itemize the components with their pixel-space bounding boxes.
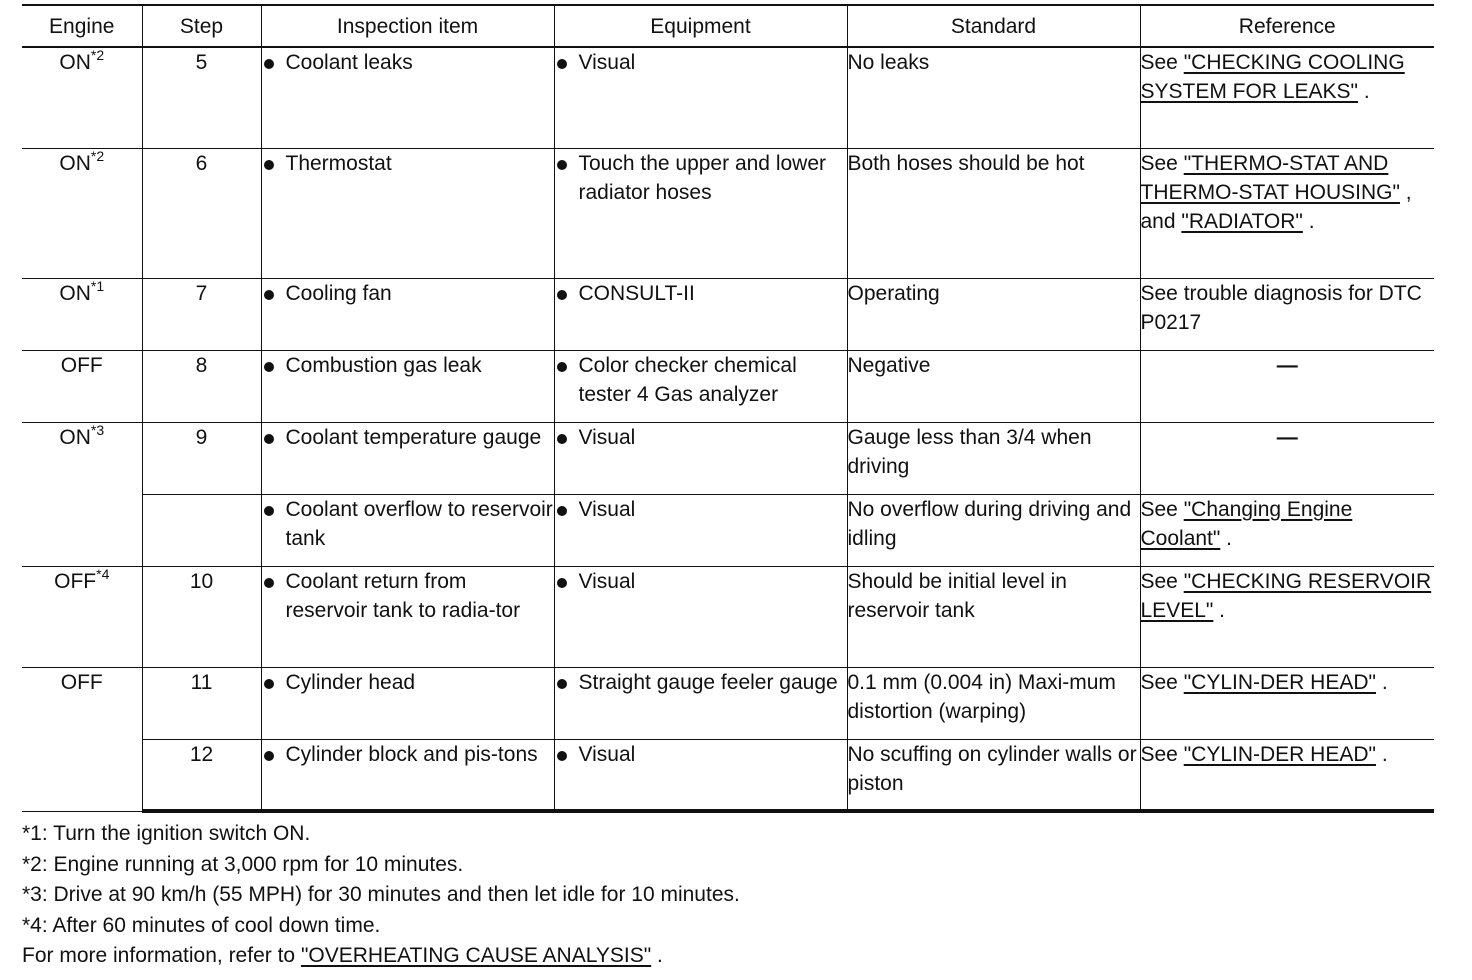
engine-note-ref: *2 [90, 47, 105, 63]
engine-cell [22, 148, 142, 278]
footnote-1: *1: Turn the ignition switch ON. [22, 822, 311, 845]
inspection-item-cell [261, 278, 554, 350]
inspection-item: Thermostat [262, 149, 554, 178]
inspection-item-cell [261, 422, 554, 494]
header-inspection-item: Inspection item [261, 5, 554, 47]
standard-cell: No scuffing on cylinder walls or piston [847, 739, 1140, 811]
equipment-cell [554, 566, 847, 667]
engine-cell [22, 350, 142, 422]
reference-cell [1140, 494, 1434, 566]
reference-cell [1140, 566, 1434, 667]
step-cell [142, 494, 261, 566]
standard-cell: Gauge less than 3/4 when driving [847, 422, 1140, 494]
equipment-item: Visual [555, 740, 847, 769]
inspection-item-cell [261, 566, 554, 667]
reference-cell: See trouble diagnosis for DTC P0217 [1140, 278, 1434, 350]
engine-cell [22, 47, 142, 148]
inspection-item: Coolant temperature gauge [262, 423, 554, 452]
equipment-cell [554, 278, 847, 350]
standard-cell: 0.1 mm (0.004 in) Maxi-mum distortion (warping) [847, 667, 1140, 739]
table-row [22, 667, 1434, 739]
reference-prefix: See [1140, 670, 1184, 694]
reference-dash: — [1140, 422, 1434, 494]
standard-cell: Operating [847, 278, 1140, 350]
inspection-table [22, 4, 1434, 813]
step-cell: 6 [142, 148, 261, 278]
header-step: Step [142, 5, 261, 47]
equipment-cell [554, 350, 847, 422]
standard-cell: Both hoses should be hot [847, 148, 1140, 278]
inspection-sheet [22, 4, 1434, 972]
engine-state: OFF [54, 569, 97, 593]
engine-state: OFF [60, 353, 103, 377]
equipment-item: Color checker chemical tester 4 Gas analyzer [555, 351, 847, 409]
reference-suffix: . [1358, 80, 1370, 103]
reference-link[interactable]: "CHECKING COOLING SYSTEM FOR LEAKS" [1140, 51, 1405, 103]
step-cell: 9 [142, 422, 261, 494]
inspection-item-cell [261, 350, 554, 422]
reference-prefix: See [1140, 569, 1184, 593]
table-row [22, 422, 1434, 494]
engine-note-ref: *1 [90, 277, 105, 294]
standard-cell: No overflow during driving and idling [847, 494, 1140, 566]
equipment-cell [554, 47, 847, 148]
reference-prefix: See [1140, 51, 1184, 74]
engine-cell [22, 667, 142, 811]
reference-link[interactable]: "CHECKING RESERVOIR LEVEL" [1140, 569, 1432, 622]
reference-mid: , and [1140, 180, 1412, 233]
more-info-suffix: . [651, 944, 663, 967]
equipment-item: CONSULT-II [555, 279, 847, 308]
footnote-2: *2: Engine running at 3,000 rpm for 10 minutes. [22, 852, 464, 876]
reference-cell [1140, 739, 1434, 811]
engine-note-ref: *2 [90, 147, 105, 164]
footnote-4: *4: After 60 minutes of cool down time. [22, 913, 381, 937]
table-row [22, 278, 1434, 350]
inspection-item: Coolant leaks [262, 48, 554, 77]
inspection-item-cell [261, 47, 554, 148]
step-cell: 5 [142, 47, 261, 148]
engine-state: ON [59, 51, 91, 74]
equipment-item: Visual [555, 567, 847, 596]
reference-prefix: See [1140, 497, 1184, 521]
reference-dash: — [1140, 350, 1434, 422]
standard-cell: Negative [847, 350, 1140, 422]
table-row [22, 739, 1434, 811]
reference-link[interactable]: "THERMO-STAT AND THERMO-STAT HOUSING" [1140, 151, 1400, 204]
reference-suffix: . [1213, 598, 1226, 622]
reference-link[interactable]: "Changing Engine Coolant" [1140, 497, 1353, 550]
inspection-item: Coolant return from reservoir tank to radia-tor [262, 567, 554, 625]
equipment-item: Straight gauge feeler gauge [555, 668, 847, 697]
reference-prefix: See [1140, 151, 1184, 175]
table-header-row [22, 5, 1434, 47]
header-standard: Standard [847, 5, 1140, 47]
table-row [22, 566, 1434, 667]
engine-state: OFF [60, 670, 103, 694]
engine-note-ref: *3 [90, 421, 105, 438]
equipment-cell [554, 739, 847, 811]
equipment-cell [554, 667, 847, 739]
footnote-3: *3: Drive at 90 km/h (55 MPH) for 30 minutes and then let idle for 10 minutes. [22, 883, 740, 906]
equipment-cell [554, 422, 847, 494]
step-cell: 7 [142, 278, 261, 350]
inspection-item-cell [261, 148, 554, 278]
footnotes [22, 819, 1434, 972]
reference-cell [1140, 667, 1434, 739]
engine-cell [22, 422, 142, 566]
reference-link-radiator[interactable]: "RADIATOR" [1181, 209, 1303, 233]
more-info-prefix: For more information, refer to [22, 944, 301, 967]
reference-suffix: . [1375, 742, 1388, 766]
inspection-item-cell [261, 739, 554, 811]
inspection-item: Cylinder head [262, 668, 554, 697]
reference-suffix: . [1302, 209, 1315, 233]
step-cell: 11 [142, 667, 261, 739]
table-row [22, 148, 1434, 278]
standard-cell: No leaks [847, 47, 1140, 148]
inspection-item-cell [261, 667, 554, 739]
header-reference: Reference [1140, 5, 1434, 47]
reference-link[interactable]: "CYLIN-DER HEAD" [1183, 742, 1376, 766]
reference-cell [1140, 47, 1434, 148]
reference-link[interactable]: "CYLIN-DER HEAD" [1183, 670, 1376, 694]
equipment-cell [554, 494, 847, 566]
engine-cell [22, 566, 142, 667]
table-row [22, 47, 1434, 148]
step-cell: 10 [142, 566, 261, 667]
engine-note-ref: *4 [96, 565, 110, 582]
step-cell: 8 [142, 350, 261, 422]
reference-suffix: . [1220, 526, 1233, 550]
overheating-analysis-link[interactable]: "OVERHEATING CAUSE ANALYSIS" [300, 944, 652, 967]
equipment-item: Visual [555, 48, 847, 77]
step-cell: 12 [142, 739, 261, 811]
engine-state: ON [59, 281, 91, 305]
reference-cell [1140, 148, 1434, 278]
reference-prefix: See [1140, 742, 1184, 766]
engine-state: ON [59, 425, 91, 449]
equipment-cell [554, 148, 847, 278]
inspection-item: Cooling fan [262, 279, 554, 308]
inspection-item: Combustion gas leak [262, 351, 554, 380]
equipment-item: Touch the upper and lower radiator hoses [555, 149, 847, 207]
reference-suffix: . [1375, 670, 1388, 694]
inspection-item-cell [261, 494, 554, 566]
standard-cell: Should be initial level in reservoir tank [847, 566, 1140, 667]
inspection-item: Cylinder block and pis-tons [262, 740, 554, 769]
engine-cell [22, 278, 142, 350]
header-equipment: Equipment [554, 5, 847, 47]
engine-state: ON [59, 151, 91, 175]
header-engine: Engine [22, 5, 142, 47]
equipment-item: Visual [555, 423, 847, 452]
table-row [22, 494, 1434, 566]
table-row [22, 350, 1434, 422]
equipment-item: Visual [555, 495, 847, 524]
inspection-item: Coolant overflow to reservoir tank [262, 495, 554, 553]
more-info-line [22, 941, 1434, 972]
